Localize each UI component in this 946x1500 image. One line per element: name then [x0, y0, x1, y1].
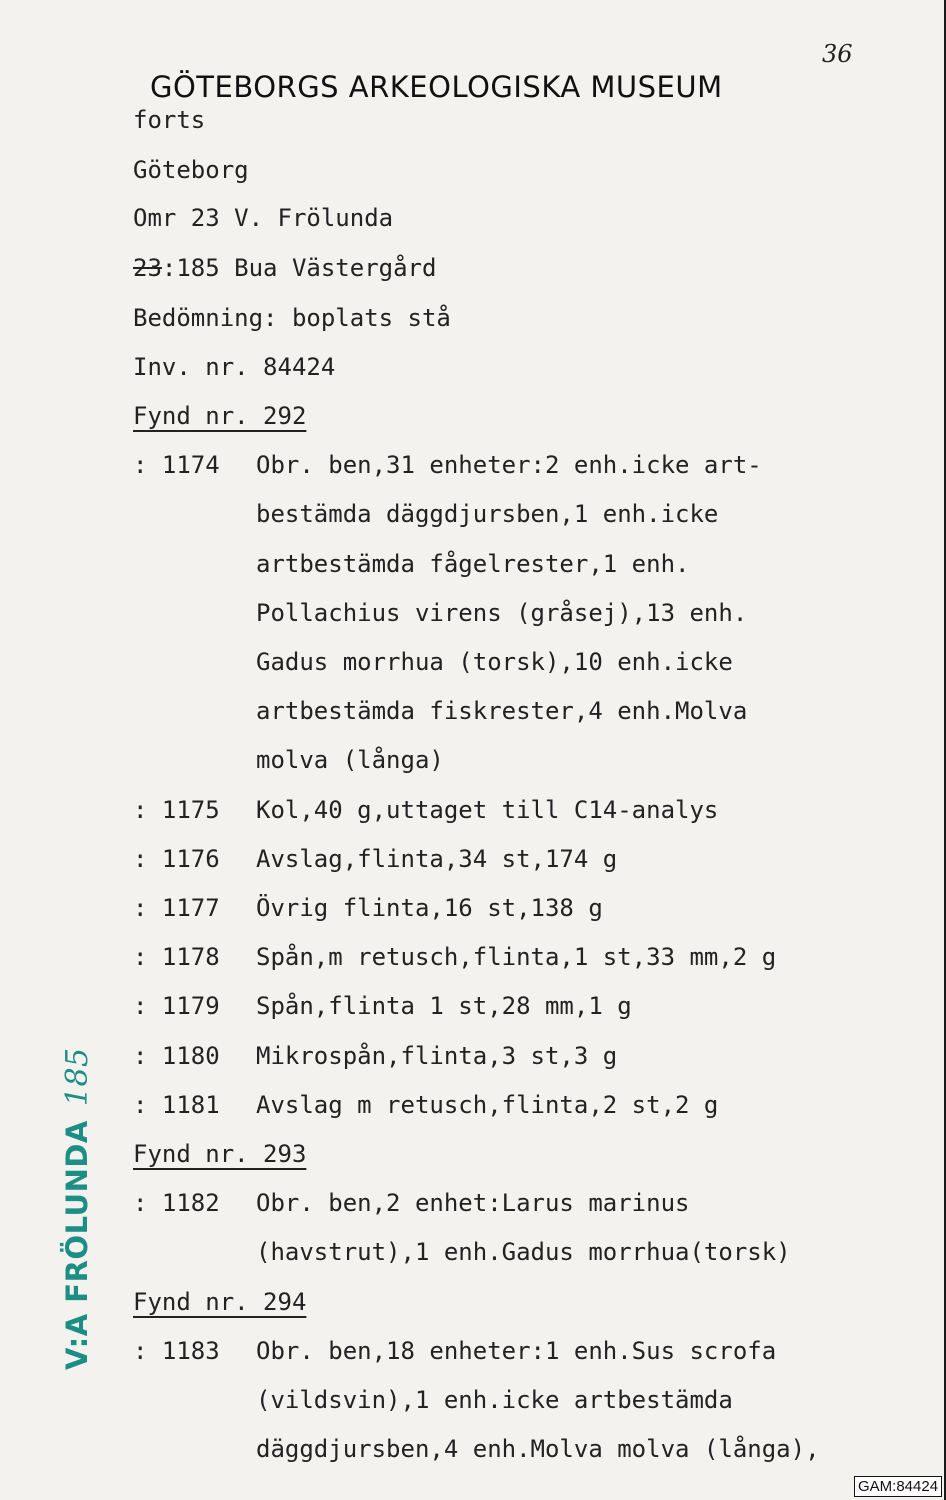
inventory-line: Inv. nr. 84424	[133, 353, 336, 381]
assessment-line: Bedömning: boplats stå	[133, 304, 451, 332]
item-description-line: Övrig flinta,16 st,138 g	[256, 894, 603, 922]
item-description-line: artbestämda fiskrester,4 enh.Molva	[256, 697, 748, 726]
site-struck-number: 23	[133, 254, 162, 282]
location-stamp	[60, 1047, 95, 1370]
item-number: : 1183	[133, 1336, 220, 1365]
item-description-line: Avslag m retusch,flinta,2 st,2 g	[256, 1090, 719, 1119]
item-description-line: (vildsvin),1 enh.icke artbestämda	[256, 1386, 733, 1414]
item-number: : 1180	[133, 1041, 220, 1070]
item-description-line: molva (långa)	[256, 746, 444, 775]
item-description-line: Spån,m retusch,flinta,1 st,33 mm,2 g	[256, 943, 777, 972]
item-number: : 1174	[133, 451, 220, 480]
item-description-line: Obr. ben,18 enheter:1 enh.Sus scrofa	[256, 1336, 777, 1365]
stamp-text: V:A FRÖLUNDA	[60, 1120, 94, 1370]
reference-label: GAM:84424	[854, 1476, 942, 1497]
city-line: Göteborg	[133, 156, 249, 184]
item-description-line: Obr. ben,31 enheter:2 enh.icke art-	[256, 451, 762, 480]
item-description-line: Kol,40 g,uttaget till C14-analys	[256, 795, 719, 824]
forts-label: forts	[133, 106, 206, 134]
item-description-line: (havstrut),1 enh.Gadus morrhua(torsk)	[256, 1238, 791, 1267]
item-description-line: Gadus morrhua (torsk),10 enh.icke	[256, 648, 733, 676]
site-name: :185 Bua Västergård	[161, 254, 437, 282]
item-number: : 1177	[133, 894, 220, 922]
item-description-line: bestämda däggdjursben,1 enh.icke	[256, 500, 719, 529]
item-description-line: Mikrospån,flinta,3 st,3 g	[256, 1041, 618, 1070]
item-description-line: däggdjursben,4 enh.Molva molva (långa),	[256, 1435, 820, 1464]
handwritten-number: 185	[60, 1047, 95, 1107]
item-number: : 1176	[133, 844, 220, 873]
item-number: : 1182	[133, 1189, 220, 1218]
site-line	[133, 256, 436, 280]
item-number: : 1178	[133, 943, 220, 972]
institution-header: GÖTEBORGS ARKEOLOGISKA MUSEUM	[150, 70, 723, 104]
item-number: : 1175	[133, 795, 220, 824]
item-number: : 1179	[133, 992, 220, 1021]
item-description-line: Obr. ben,2 enhet:Larus marinus	[256, 1189, 690, 1218]
find-heading: Fynd nr. 293	[133, 1140, 307, 1168]
item-description-line: Spån,flinta 1 st,28 mm,1 g	[256, 992, 632, 1021]
item-number: : 1181	[133, 1090, 220, 1119]
find-heading: Fynd nr. 292	[133, 402, 307, 430]
find-heading: Fynd nr. 294	[133, 1287, 307, 1316]
page-number: 36	[822, 40, 853, 68]
item-description-line: artbestämda fågelrester,1 enh.	[256, 549, 690, 578]
item-description-line: Pollachius virens (gråsej),13 enh.	[256, 598, 748, 627]
item-description-line: Avslag,flinta,34 st,174 g	[256, 844, 618, 873]
area-line: Omr 23 V. Frölunda	[133, 204, 394, 232]
